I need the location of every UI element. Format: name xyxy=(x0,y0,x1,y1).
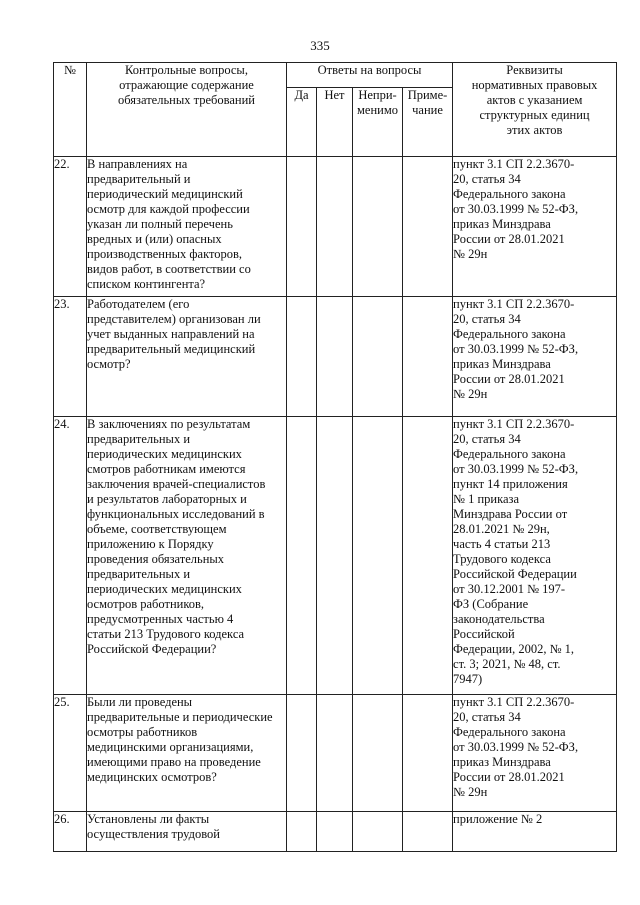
answer-na-cell[interactable] xyxy=(353,297,403,417)
answer-yes-cell[interactable] xyxy=(287,157,317,297)
question-text: Были ли проведены предварительные и периодические осмотры работников медицинскими организациями, имеющими право на проведение медицинских осмотров? xyxy=(87,695,287,812)
row-number: 24. xyxy=(54,417,87,695)
table-row xyxy=(54,417,617,695)
answer-no-cell[interactable] xyxy=(317,695,353,812)
header-note: Приме- чание xyxy=(403,88,453,157)
answer-yes-cell[interactable] xyxy=(287,417,317,695)
question-text: Работодателем (его представителем) организован ли учет выданных направлений на предварительный медицинский осмотр? xyxy=(87,297,287,417)
answer-yes-cell[interactable] xyxy=(287,297,317,417)
answer-no-cell[interactable] xyxy=(317,417,353,695)
row-number: 26. xyxy=(54,812,87,852)
header-yes: Да xyxy=(287,88,317,157)
answer-note-cell[interactable] xyxy=(403,695,453,812)
answer-na-cell[interactable] xyxy=(353,812,403,852)
answer-note-cell[interactable] xyxy=(403,417,453,695)
header-not-applicable: Непри- менимо xyxy=(353,88,403,157)
question-text: В направлениях на предварительный и периодический медицинский осмотр для каждой профессии указан ли полный перечень вредных и (или) опасных производственных факторов, видов работ, в соответствии со списком контингента? xyxy=(87,157,287,297)
answer-note-cell[interactable] xyxy=(403,297,453,417)
answer-note-cell[interactable] xyxy=(403,812,453,852)
answer-na-cell[interactable] xyxy=(353,695,403,812)
reference-text: пункт 3.1 СП 2.2.3670- 20, статья 34 Федерального закона от 30.03.1999 № 52-ФЗ, приказ Минздрава России от 28.01.2021 № 29н xyxy=(453,695,617,812)
table-row xyxy=(54,695,617,812)
reference-text: пункт 3.1 СП 2.2.3670- 20, статья 34 Федерального закона от 30.03.1999 № 52-ФЗ, приказ Минздрава России от 28.01.2021 № 29н xyxy=(453,297,617,417)
answer-yes-cell[interactable] xyxy=(287,812,317,852)
answer-no-cell[interactable] xyxy=(317,812,353,852)
reference-text: пункт 3.1 СП 2.2.3670- 20, статья 34 Федерального закона от 30.03.1999 № 52-ФЗ, приказ Минздрава России от 28.01.2021 № 29н xyxy=(453,157,617,297)
question-text: Установлены ли факты осуществления трудовой xyxy=(87,812,287,852)
row-number: 22. xyxy=(54,157,87,297)
table-row xyxy=(54,297,617,417)
answer-na-cell[interactable] xyxy=(353,417,403,695)
header-answers: Ответы на вопросы xyxy=(287,63,453,88)
answer-yes-cell[interactable] xyxy=(287,695,317,812)
header-refs: Реквизиты нормативных правовых актов с указанием структурных единиц этих актов xyxy=(453,63,617,157)
answer-na-cell[interactable] xyxy=(353,157,403,297)
answer-note-cell[interactable] xyxy=(403,157,453,297)
row-number: 23. xyxy=(54,297,87,417)
question-text: В заключениях по результатам предварительных и периодических медицинских смотров работникам имеются заключения врачей-специалистов и результатов лабораторных и функциональных исследований в объеме, соответствующем приложению к Порядку проведения обязательных предварительных и периодических медицинских осмотров работников, предусмотренных частью 4 статьи 213 Трудового кодекса Российской Федерации? xyxy=(87,417,287,695)
header-questions: Контрольные вопросы, отражающие содержание обязательных требований xyxy=(87,63,287,157)
checklist-table xyxy=(53,62,617,852)
answer-no-cell[interactable] xyxy=(317,157,353,297)
header-no: Нет xyxy=(317,88,353,157)
table-row xyxy=(54,157,617,297)
page-number: 335 xyxy=(310,38,330,53)
answer-no-cell[interactable] xyxy=(317,297,353,417)
row-number: 25. xyxy=(54,695,87,812)
header-num: № xyxy=(54,63,87,157)
reference-text: приложение № 2 xyxy=(453,812,617,852)
reference-text: пункт 3.1 СП 2.2.3670- 20, статья 34 Федерального закона от 30.03.1999 № 52-ФЗ, пункт 14 приложения № 1 приказа Минздрава России от 28.01.2021 № 29н, часть 4 статьи 213 Трудового кодекса Российской Федерации от 30.12.2001 № 197- ФЗ (Собрание законодательства Российской Федерации, 2002, № 1, ст. 3; 2021, № 48, ст. 7947) xyxy=(453,417,617,695)
table-row xyxy=(54,812,617,852)
